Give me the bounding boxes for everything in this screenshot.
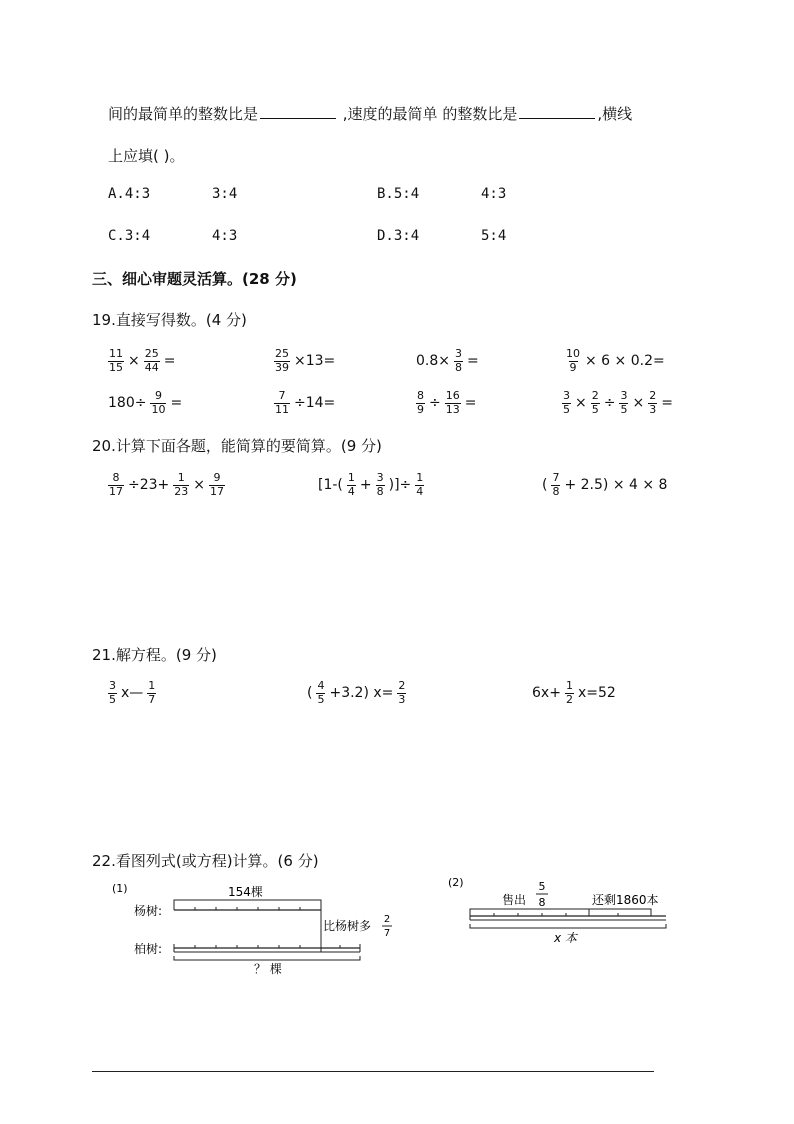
q19-expr-6: $\frac{7}{11}$ ÷14= — [275, 389, 336, 416]
option-c-value: 4:3 — [212, 228, 238, 244]
q18-text-c: ,横线 — [597, 105, 633, 123]
q18-text-b: ,速度的最简单 的整数比是 — [338, 105, 518, 123]
q22-title: 22.看图列式(或方程)计算。(6 分) — [92, 852, 319, 870]
q21-expr-2: ( $\frac{4}{5}$ +3.2) x= $\frac{2}{3}$ — [307, 679, 406, 706]
fraction: $\frac{3}{5}$ — [563, 389, 570, 416]
fraction: $\frac{16}{13}$ — [445, 389, 460, 416]
fraction: $\frac{8}{9}$ — [417, 389, 424, 416]
section-title: 三、细心审题灵活算。(28 分) — [92, 270, 297, 288]
q20-expr-2: [1-( $\frac{1}{4}$ + $\frac{3}{8}$ )]÷ $\frac{1}{4}$ — [318, 471, 424, 498]
fraction: $\frac{11}{15}$ — [109, 347, 123, 374]
q21-title: 21.解方程。(9 分) — [92, 646, 217, 664]
q18-line1 — [108, 103, 632, 124]
fraction: $\frac{2}{3}$ — [398, 679, 406, 706]
fig1-row1-label: 杨树: — [134, 904, 163, 918]
footer-rule — [92, 1071, 654, 1072]
q18-text-a: 间的最简单的整数比是 — [108, 105, 259, 123]
option-d-label: D.3:4 — [377, 228, 420, 244]
fig2-label: (2) — [448, 876, 464, 889]
fraction: $\frac{1}{7}$ — [148, 679, 156, 706]
option-c-label: C.3:4 — [108, 228, 151, 244]
fig1-top-brace — [174, 900, 321, 906]
fraction: $\frac{4}{5}$ — [317, 679, 325, 706]
fraction: $\frac{10}{9}$ — [566, 347, 580, 374]
fig2-bottom-brace — [470, 924, 666, 928]
fraction: $\frac{2}{3}$ — [649, 389, 657, 416]
fraction: $\frac{3}{5}$ — [620, 389, 628, 416]
fig1-more-prefix: 比杨树多 — [323, 919, 372, 933]
fraction: $\frac{3}{8}$ — [376, 471, 384, 498]
fig1-row2-label: 柏树: — [134, 942, 163, 956]
figure-2-line-diagram — [446, 872, 686, 952]
fraction: $\frac{1}{4}$ — [347, 471, 355, 498]
q19-expr-7: $\frac{8}{9}$ ÷ $\frac{16}{13}$ = — [417, 389, 477, 416]
fig2-sold-den: 8 — [538, 896, 546, 909]
fraction: $\frac{25}{44}$ — [144, 347, 159, 374]
fig2-sold-prefix: 售出 — [502, 893, 527, 907]
answer-blank-2[interactable] — [519, 104, 595, 119]
fig2-remain-label: 还剩1860本 — [592, 893, 659, 907]
q19-expr-8: $\frac{3}{5}$ × $\frac{2}{5}$ ÷ $\frac{3}{5}$ × $\frac{2}{3}$ = — [563, 389, 673, 416]
fraction: $\frac{9}{10}$ — [151, 389, 166, 416]
fraction: $\frac{9}{17}$ — [210, 471, 225, 498]
q19-expr-1: $\frac{11}{15}$ × $\frac{25}{44}$ = — [109, 347, 176, 374]
q19-expr-2: $\frac{25}{39}$ ×13= — [275, 347, 336, 374]
fraction: $\frac{7}{8}$ — [552, 471, 560, 498]
fig2-bottom-label: x 本 — [554, 931, 577, 945]
option-d-value: 5:4 — [481, 228, 507, 244]
fraction: $\frac{1}{2}$ — [565, 679, 573, 706]
fig2-remain-brace — [589, 909, 651, 914]
fig1-more-den: 7 — [383, 928, 391, 939]
fig1-more-num: 2 — [383, 914, 391, 925]
answer-blank-1[interactable] — [260, 104, 336, 119]
fraction: $\frac{1}{4}$ — [416, 471, 424, 498]
fig1-bottom-label: ？ 棵 — [254, 962, 282, 976]
fig1-bottom-brace — [174, 956, 360, 960]
q19-expr-4: $\frac{10}{9}$ × 6 × 0.2= — [566, 347, 665, 374]
fraction: $\frac{25}{39}$ — [275, 347, 289, 374]
fig2-sold-brace — [470, 909, 589, 914]
option-a-label: A.4:3 — [108, 186, 151, 202]
option-b-label: B.5:4 — [377, 186, 420, 202]
q21-expr-1: $\frac{3}{5}$ x— $\frac{1}{7}$ — [109, 679, 156, 706]
q20-expr-3: ( $\frac{7}{8}$ + 2.5) × 4 × 8 — [542, 471, 668, 498]
q19-expr-5: 180÷ $\frac{9}{10}$ = — [108, 389, 183, 416]
fig1-top-label: 154棵 — [228, 885, 263, 899]
option-a-value: 3:4 — [212, 186, 238, 202]
fraction: $\frac{8}{17}$ — [109, 471, 123, 498]
q21-expr-3: 6x+ $\frac{1}{2}$ x=52 — [532, 679, 616, 706]
figure-1-line-diagram — [108, 878, 391, 978]
fig1-label: (1) — [112, 882, 128, 895]
q20-expr-1: $\frac{8}{17}$ ÷23+ $\frac{1}{23}$ × $\frac{9}{17}$ — [109, 471, 225, 498]
q19-title: 19.直接写得数。(4 分) — [92, 311, 247, 329]
fraction: $\frac{7}{11}$ — [275, 389, 289, 416]
q18-line2: 上应填( )。 — [108, 147, 185, 165]
fraction: $\frac{3}{5}$ — [109, 679, 116, 706]
q20-title: 20.计算下面各题，能简算的要简算。(9 分) — [92, 437, 382, 455]
fig2-sold-num: 5 — [538, 880, 546, 893]
fraction: $\frac{1}{23}$ — [174, 471, 189, 498]
option-b-value: 4:3 — [481, 186, 507, 202]
fraction: $\frac{3}{8}$ — [455, 347, 462, 374]
fraction: $\frac{2}{5}$ — [591, 389, 599, 416]
q19-expr-3: 0.8× $\frac{3}{8}$ = — [416, 347, 479, 374]
